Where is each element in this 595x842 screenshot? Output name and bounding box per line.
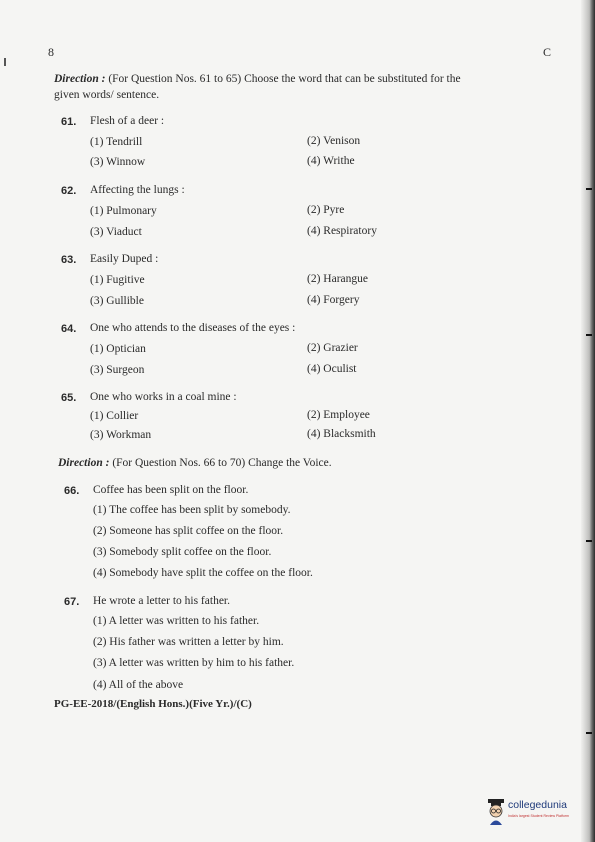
option: (3) Somebody split coffee on the floor. xyxy=(93,546,272,558)
option: (2) Grazier xyxy=(307,342,358,354)
question-number: 65. xyxy=(61,392,77,404)
mascot-icon xyxy=(486,798,506,826)
page-number: 8 xyxy=(48,45,54,59)
question-text: Coffee has been split on the floor. xyxy=(93,484,249,496)
option: (1) A letter was written to his father. xyxy=(93,615,260,627)
question-number: 61. xyxy=(61,116,77,128)
question-number: 67. xyxy=(64,596,80,608)
option: (3) Workman xyxy=(90,429,152,441)
logo-tagline: India's largest Student Review Platform xyxy=(508,814,569,818)
option: (3) A letter was written by him to his father. xyxy=(93,657,295,669)
page-edge-shadow xyxy=(581,0,595,842)
option: (4) Blacksmith xyxy=(307,428,376,440)
question-text: One who attends to the diseases of the eyes : xyxy=(90,322,296,334)
question-text: One who works in a coal mine : xyxy=(90,391,237,403)
direction-66-70: Direction : (For Question Nos. 66 to 70) Change the Voice. xyxy=(58,457,332,469)
option: (2) Venison xyxy=(307,135,361,147)
option: (1) The coffee has been split by somebody. xyxy=(93,504,291,516)
option: (1) Optician xyxy=(90,343,146,355)
set-code: C xyxy=(543,45,552,59)
collegedunia-logo xyxy=(486,796,588,828)
question-number: 62. xyxy=(61,185,77,197)
option: (2) Harangue xyxy=(307,273,368,285)
option: (1) Pulmonary xyxy=(90,205,157,217)
option: (4) Writhe xyxy=(307,155,355,167)
logo-wordmark: collegedunia xyxy=(508,799,567,811)
option: (3) Viaduct xyxy=(90,226,142,238)
question-text: Flesh of a deer : xyxy=(90,115,165,127)
scan-mark xyxy=(4,58,6,66)
option: (1) Tendrill xyxy=(90,136,143,148)
option: (2) Employee xyxy=(307,409,370,421)
direction-61-65: Direction : (For Question Nos. 61 to 65) Choose the word that can be substituted for the given words/ sentence. xyxy=(54,73,461,101)
question-number: 63. xyxy=(61,254,77,266)
option: (2) His father was written a letter by him. xyxy=(93,636,284,648)
option: (2) Someone has split coffee on the floor. xyxy=(93,525,284,537)
question-text: He wrote a letter to his father. xyxy=(93,595,230,607)
option: (3) Winnow xyxy=(90,156,146,168)
option: (4) All of the above xyxy=(93,679,184,691)
question-text: Easily Duped : xyxy=(90,253,159,265)
question-text: Affecting the lungs : xyxy=(90,184,185,196)
option: (4) Respiratory xyxy=(307,225,377,237)
option: (3) Surgeon xyxy=(90,364,145,376)
question-number: 64. xyxy=(61,323,77,335)
option: (1) Collier xyxy=(90,410,139,422)
option: (3) Gullible xyxy=(90,295,144,307)
option: (4) Oculist xyxy=(307,363,357,375)
question-number: 66. xyxy=(64,485,80,497)
option: (4) Somebody have split the coffee on the floor. xyxy=(93,567,313,579)
option: (4) Forgery xyxy=(307,294,360,306)
option: (2) Pyre xyxy=(307,204,345,216)
option: (1) Fugitive xyxy=(90,274,145,286)
footer-code: PG-EE-2018/(English Hons.)(Five Yr.)/(C) xyxy=(54,698,252,710)
